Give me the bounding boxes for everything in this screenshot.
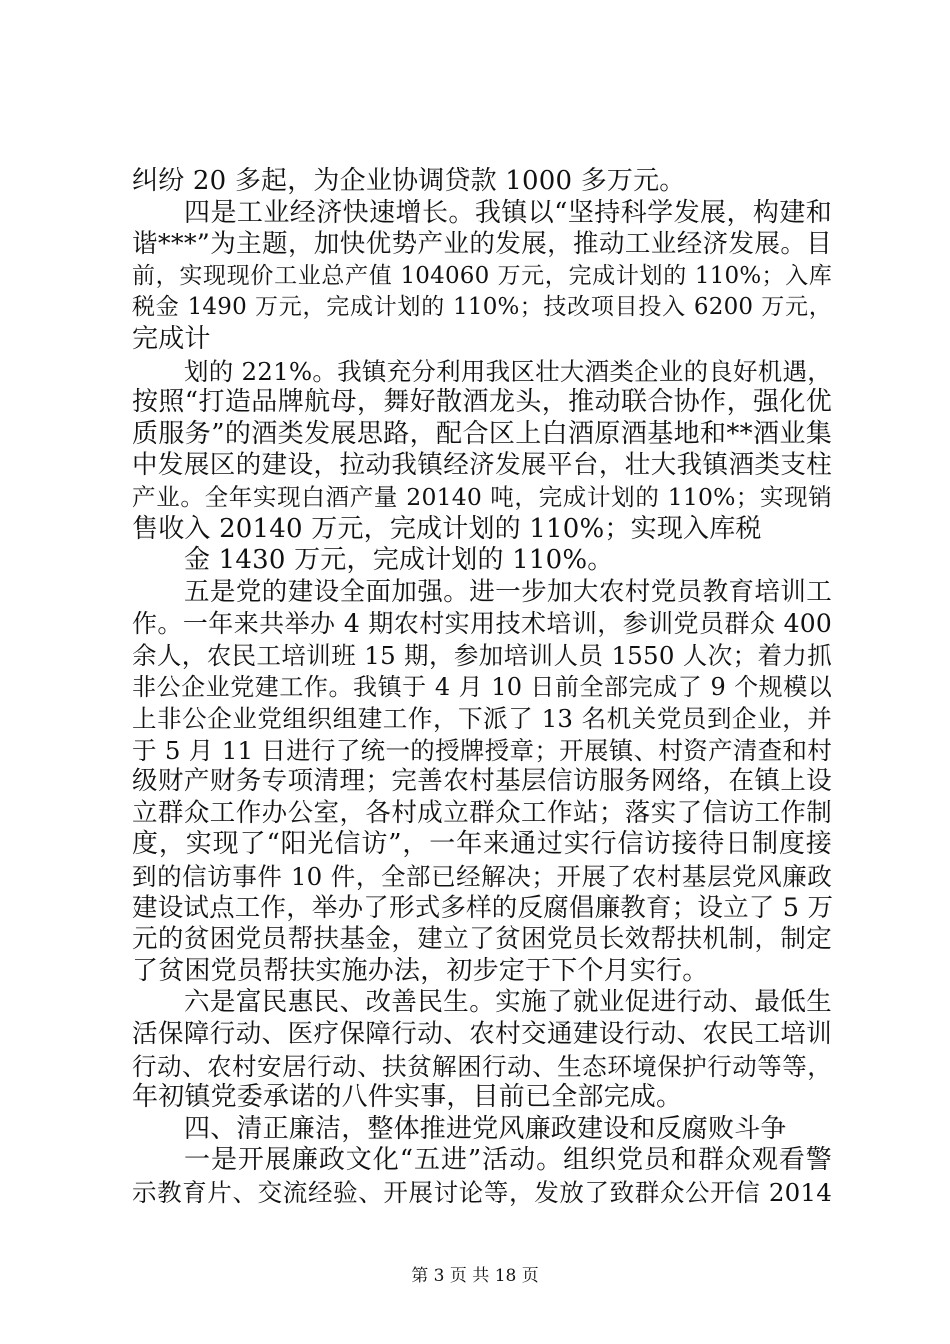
text-line: 作。一年来共举办 4 期农村实用技术培训，参训党员群众 400: [132, 609, 832, 639]
text-line: 质服务”的酒类发展思路，配合区上白酒原酒基地和**酒业集: [132, 418, 832, 449]
text-line: 元的贫困党员帮扶基金，建立了贫困党员长效帮扶机制，制定: [132, 924, 832, 955]
text-line: 按照“打造品牌航母，舞好散酒龙头，推动联合协作，强化优: [132, 387, 832, 418]
page-number-label: 第 3 页 共 18 页: [411, 1266, 539, 1286]
text-line: 四、清正廉洁，整体推进党风廉政建设和反腐败斗争: [184, 1113, 787, 1144]
text-line: 立群众工作办公室，各村成立群众工作站；落实了信访工作制: [132, 797, 832, 828]
text-line: 完成计: [132, 323, 211, 354]
text-line: 前，实现现价工业总产值 104060 万元，完成计划的 110%；入库: [132, 262, 832, 289]
text-line: 于 5 月 11 日进行了统一的授牌授章；开展镇、村资产清查和村: [132, 735, 832, 765]
text-line: 年初镇党委承诺的八件实事，目前已全部完成。: [132, 1082, 683, 1113]
text-line: 六是富民惠民、改善民生。实施了就业促进行动、最低生: [184, 987, 832, 1018]
text-line: 五是党的建设全面加强。进一步加大农村党员教育培训工: [184, 576, 832, 607]
text-line: 一是开展廉政文化“五进”活动。组织党员和群众观看警: [184, 1145, 832, 1176]
text-line: 到的信访事件 10 件，全部已经解决；开展了农村基层党风廉政: [132, 862, 832, 892]
page-footer: [0, 1266, 950, 1286]
text-line: 售收入 20140 万元，完成计划的 110%；实现入库税: [132, 513, 762, 544]
text-line: 四是工业经济快速增长。我镇以“坚持科学发展，构建和: [184, 197, 832, 228]
text-line: 上非公企业党组织组建工作，下派了 13 名机关党员到企业，并: [132, 704, 832, 734]
text-line: 中发展区的建设，拉动我镇经济发展平台，壮大我镇酒类支柱: [132, 450, 832, 481]
text-line: 税金 1490 万元，完成计划的 110%；技改项目投入 6200 万元，: [132, 294, 832, 321]
text-line: 示教育片、交流经验、开展讨论等，发放了致群众公开信 2014: [132, 1178, 832, 1207]
text-line: 产业。全年实现白酒产量 20140 吨，完成计划的 110%；实现销: [132, 482, 832, 511]
text-line: 金 1430 万元，完成计划的 110%。: [184, 545, 614, 576]
text-line: 建设试点工作，举办了形式多样的反腐倡廉教育；设立了 5 万: [132, 892, 834, 923]
text-line: 行动、农村安居行动、扶贫解困行动、生态环境保护行动等等，: [132, 1051, 832, 1081]
text-line: 纠纷 20 多起，为企业协调贷款 1000 多万元。: [132, 166, 686, 196]
text-line: 了贫困党员帮扶实施办法，初步定于下个月实行。: [132, 955, 709, 986]
text-line: 划的 221%。我镇充分利用我区壮大酒类企业的良好机遇，: [184, 356, 832, 386]
text-line: 级财产财务专项清理；完善农村基层信访服务网络，在镇上设: [132, 766, 832, 797]
text-line: 度，实现了“阳光信访”，一年来通过实行信访接待日制度接: [132, 829, 832, 860]
text-line: 非公企业党建工作。我镇于 4 月 10 日前全部完成了 9 个规模以: [132, 672, 832, 701]
text-line: 活保障行动、医疗保障行动、农村交通建设行动、农民工培训: [132, 1019, 832, 1050]
document-body: [132, 166, 832, 1209]
text-line: 谐***”为主题，加快优势产业的发展，推动工业经济发展。目: [132, 229, 832, 260]
text-line: 余人，农民工培训班 15 期，参加培训人员 1550 人次；着力抓: [132, 640, 832, 670]
